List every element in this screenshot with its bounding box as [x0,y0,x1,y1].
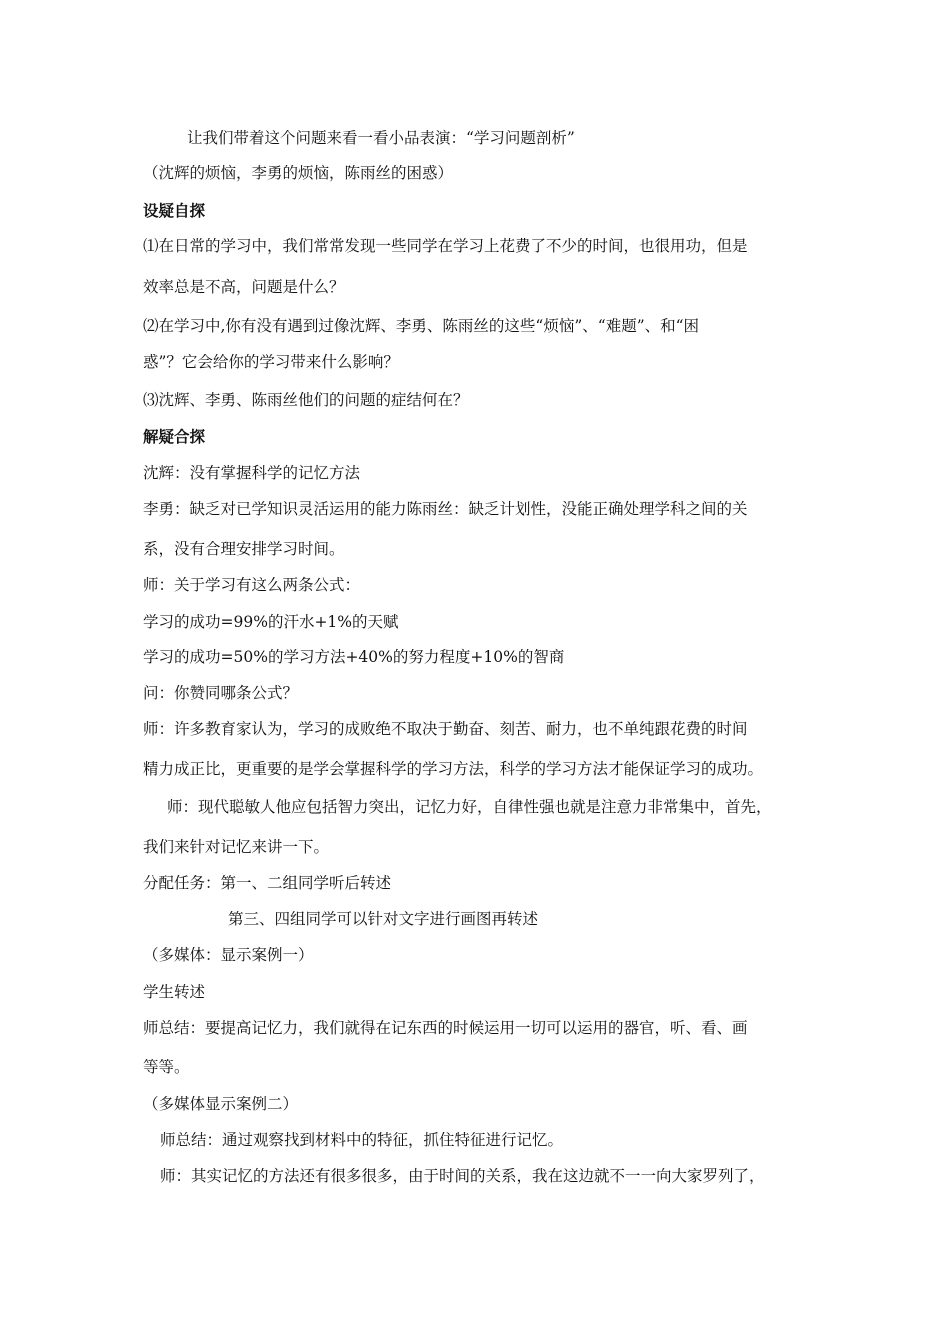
skit-roles-line: （沈辉的烦恼，李勇的烦恼，陈雨丝的困惑） [143,164,454,182]
section-heading-self-inquiry: 设疑自探 [143,202,206,220]
teacher-smart-line-2: 我们来针对记忆来讲一下。 [143,838,330,856]
intro-line: 让我们带着这个问题来看一看小品表演：“学习问题剖析” [187,129,575,147]
question-which-formula: 问：你赞同哪条公式？ [143,684,299,702]
teacher-closing-line: 师：其实记忆的方法还有很多很多，由于时间的关系，我在这边就不一一向大家罗列了， [160,1167,765,1185]
task-assignment-line-1: 分配任务：第一、二组同学听后转述 [143,874,392,892]
question-3-line: ⑶沈辉、李勇、陈雨丝他们的问题的症结何在？ [143,391,469,409]
teacher-educators-line-2: 精力成正比，更重要的是学会掌握科学的学习方法，科学的学习方法才能保证学习的成功。 [143,760,764,778]
teacher-formulas-intro: 师：关于学习有这么两条公式： [143,576,361,594]
answer-liyong-line-2: 系，没有合理安排学习时间。 [143,540,345,558]
teacher-summary-1-line-2: 等等。 [143,1058,190,1076]
teacher-educators-line-1: 师：许多教育家认为，学习的成败绝不取决于勤奋、刻苦、耐力，也不单纯跟花费的时间 [143,720,748,738]
task-assignment-line-2: 第三、四组同学可以针对文字进行画图再转述 [228,910,539,928]
answer-shenhui: 沈辉：没有掌握科学的记忆方法 [143,464,361,482]
question-2-line-2: 惑”？它会给你的学习带来什么影响？ [143,353,399,371]
question-2-line-1: ⑵在学习中,你有没有遇到过像沈辉、李勇、陈雨丝的这些“烦恼”、“难题”、和“困 [143,317,700,335]
formula-1: 学习的成功=99%的汗水+1%的天赋 [143,613,399,631]
student-retell: 学生转述 [143,983,206,1001]
section-heading-joint-inquiry: 解疑合探 [143,428,206,446]
teacher-summary-2: 师总结：通过观察找到材料中的特征，抓住特征进行记忆。 [160,1131,564,1149]
multimedia-case-2: （多媒体显示案例二） [143,1095,299,1113]
teacher-smart-line-1: 师：现代聪敏人他应包括智力突出，记忆力好，自律性强也就是注意力非常集中，首先， [167,798,772,816]
question-1-line-1: ⑴在日常的学习中，我们常常发现一些同学在学习上花费了不少的时间，也很用功，但是 [143,237,748,255]
question-1-line-2: 效率总是不高，问题是什么？ [143,278,345,296]
answer-liyong-line-1: 李勇：缺乏对已学知识灵活运用的能力陈雨丝：缺乏计划性，没能正确处理学科之间的关 [143,500,748,518]
teacher-summary-1-line-1: 师总结：要提高记忆力，我们就得在记东西的时候运用一切可以运用的器官，听、看、画 [143,1019,748,1037]
formula-2: 学习的成功=50%的学习方法+40%的努力程度+10%的智商 [143,648,565,666]
multimedia-case-1: （多媒体：显示案例一） [143,946,314,964]
